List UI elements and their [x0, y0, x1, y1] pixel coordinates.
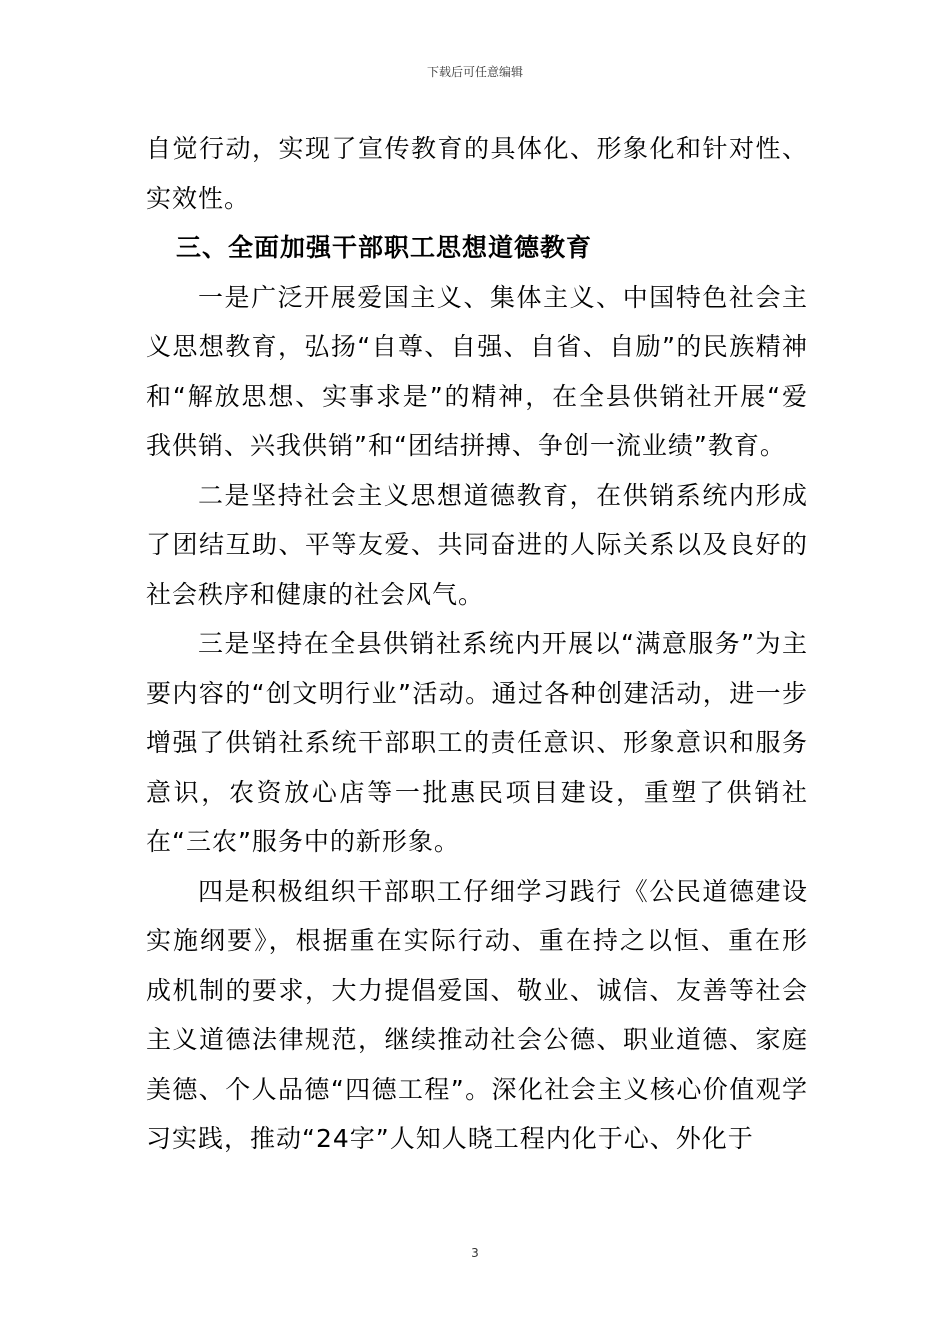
paragraph-2: 二是坚持社会主义思想道德教育，在供销系统内形成了团结互助、平等友爱、共同奋进的人际关系以及良好的社会秩序和健康的社会风气。 [146, 480, 808, 609]
paragraph-3: 三是坚持在全县供销社系统内开展以“满意服务”为主要内容的“创文明行业”活动。通过各种创建活动，进一步增强了供销社系统干部职工的责任意识、形象意识和服务意识，农资放心店等一批惠民项目建设，重塑了供销社在“三农”服务中的新形象。 [146, 629, 808, 856]
page-header: 下载后可任意编辑 [426, 65, 523, 79]
paragraph-1: 一是广泛开展爱国主义、集体主义、中国特色社会主义思想教育，弘扬“自尊、自强、自省、自励”的民族精神和“解放思想、实事求是”的精神，在全县供销社开展“爱我供销、兴我供销”和“团结拼搏、争创一流业绩”教育。 [146, 282, 808, 460]
section-heading: 三、全面加强干部职工思想道德教育 [176, 233, 593, 262]
paragraph-4: 四是积极组织干部职工仔细学习践行《公民道德建设实施纲要》，根据重在实际行动、重在持之以恒、重在形成机制的要求，大力提倡爱国、敬业、诚信、友善等社会主义道德法律规范，继续推动社会公德、职业道德、家庭美德、个人品德“四德工程”。深化社会主义核心价值观学习实践，推动“24字”人知人晓工程内化于心、外化于 [146, 876, 808, 1153]
document-body [146, 124, 808, 1164]
page-number: 3 [471, 1246, 479, 1260]
paragraph-continuation: 自觉行动，实现了宣传教育的具体化、形象化和针对性、实效性。 [146, 134, 808, 213]
